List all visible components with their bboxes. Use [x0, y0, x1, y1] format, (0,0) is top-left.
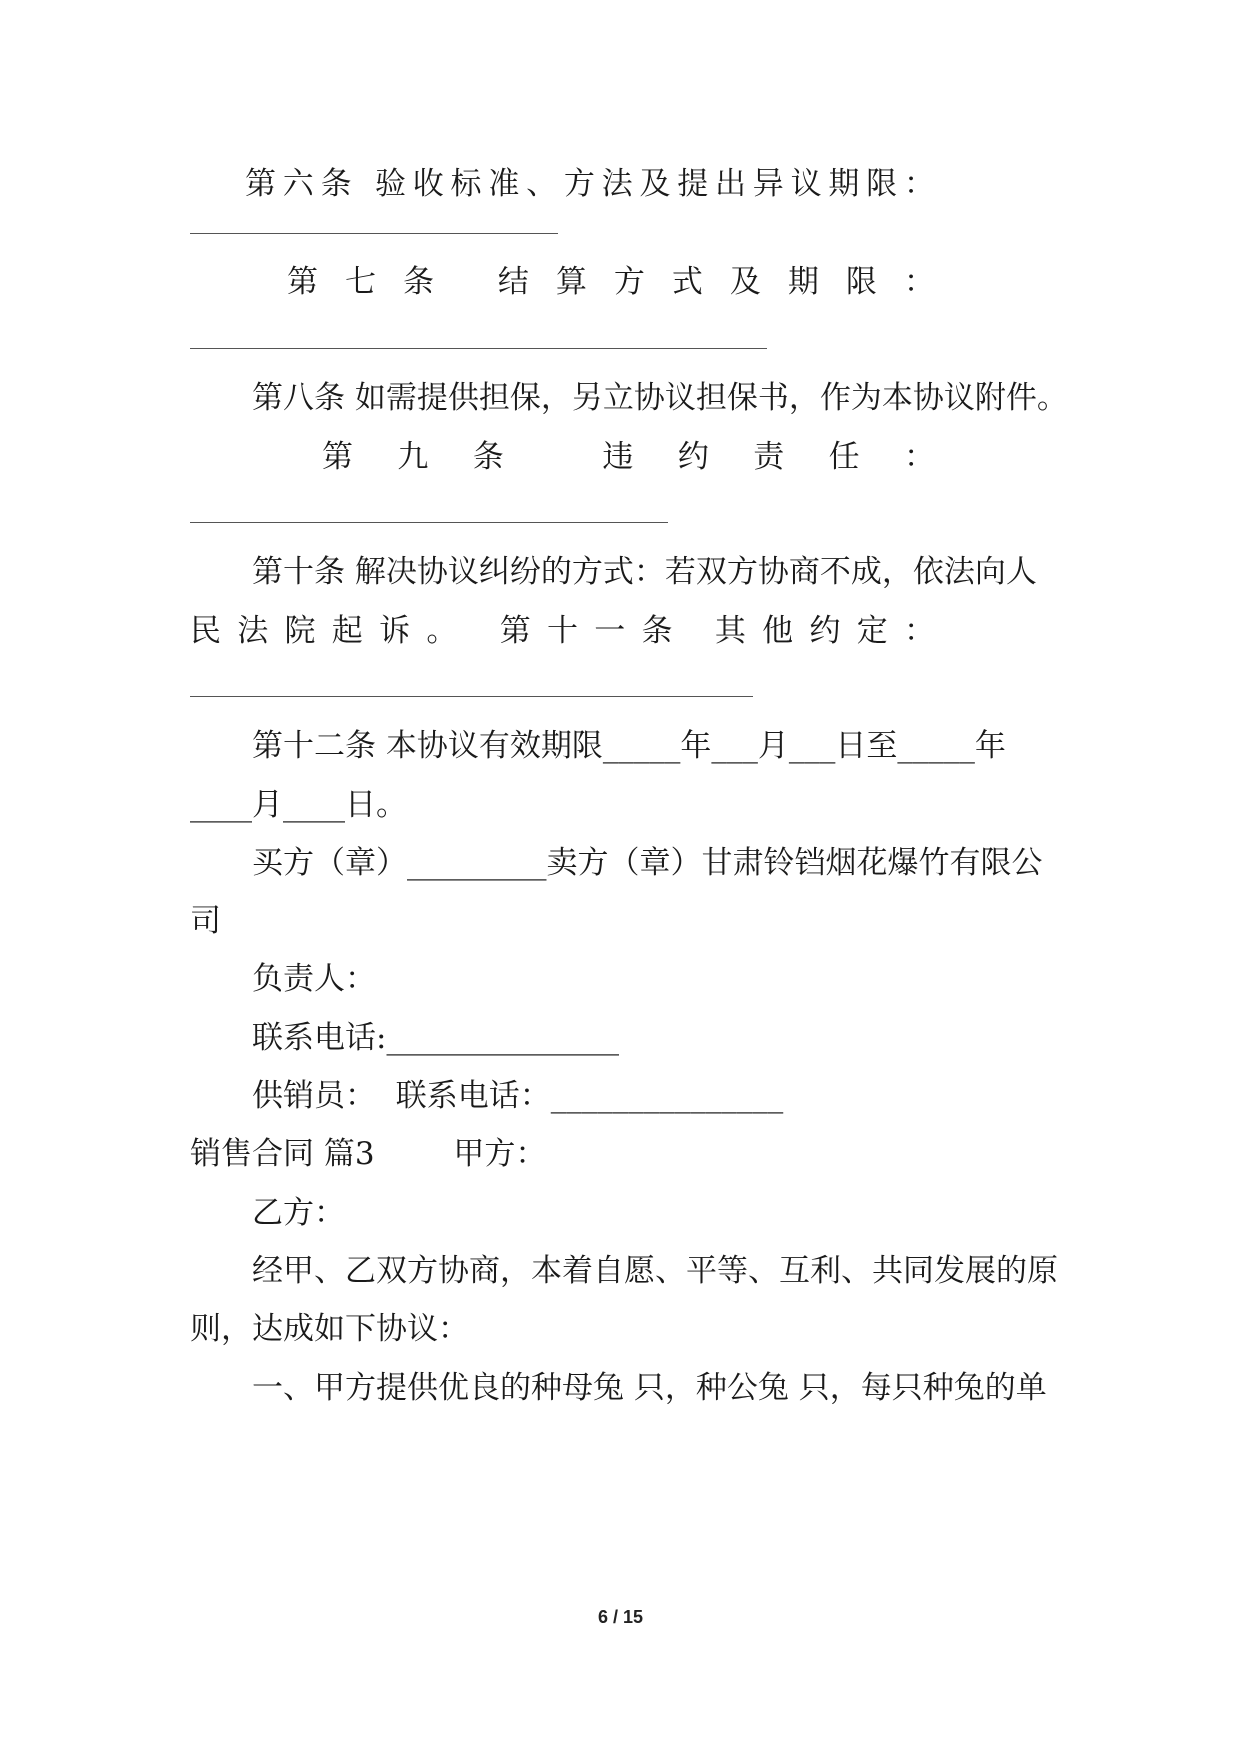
heading-char: 、 — [526, 166, 558, 202]
heading-char: 及 — [729, 264, 761, 300]
heading-char: 诉 — [379, 613, 411, 649]
heading-char: ： — [903, 166, 935, 202]
article6-heading — [245, 164, 935, 204]
heading-char: ： — [903, 439, 935, 475]
heading-char: 第 — [322, 439, 353, 475]
heading-char: 七 — [345, 264, 376, 300]
heading-char: ： — [903, 264, 935, 300]
party-b: 乙方： — [252, 1195, 345, 1231]
gap — [461, 262, 471, 302]
heading-char: 其 — [714, 613, 746, 649]
heading-char: ： — [903, 613, 935, 649]
heading-char: 条 — [472, 439, 504, 475]
heading-char: 条 — [641, 613, 673, 649]
heading-char: 约 — [677, 439, 709, 475]
heading-char: 第 — [499, 613, 531, 649]
heading-char: 式 — [671, 264, 703, 300]
gap — [474, 611, 484, 651]
article12-text-line1: 第十二条 本协议有效期限_____年___月___日至_____年 — [252, 728, 1006, 764]
heading-char: 十 — [546, 613, 578, 649]
heading-char: 约 — [809, 613, 841, 649]
fill-line-article7 — [190, 348, 767, 349]
heading-char: 算 — [555, 264, 587, 300]
preamble-line1: 经甲、乙双方协商，本着自愿、平等、互利、共同发展的原 — [252, 1253, 1058, 1289]
heading-char: 及 — [639, 166, 671, 202]
heading-char: 任 — [828, 439, 860, 475]
heading-char: 期 — [787, 264, 819, 300]
heading-char: 第 — [245, 166, 276, 202]
buyer-seller-line2: 司 — [190, 903, 221, 939]
fill-line-article6 — [190, 233, 558, 234]
heading-char: 第 — [287, 264, 318, 300]
gap — [358, 164, 368, 204]
heading-char: 起 — [331, 613, 363, 649]
heading-char: 验 — [374, 166, 406, 202]
heading-char: 收 — [412, 166, 444, 202]
heading-char: 条 — [403, 264, 434, 300]
heading-char: 条 — [320, 166, 352, 202]
heading-char: 。 — [426, 613, 458, 649]
article8-text: 第八条 如需提供担保，另立协议担保书，作为本协议附件。 — [252, 380, 1068, 416]
fill-line-article11 — [190, 696, 753, 697]
section-title: 销售合同 篇3 甲方： — [190, 1136, 547, 1172]
heading-char: 一 — [594, 613, 626, 649]
fill-line-article9 — [190, 522, 668, 523]
heading-char: 九 — [397, 439, 429, 475]
heading-char: 方 — [613, 264, 645, 300]
article12-text-line2: ____月____日。 — [190, 787, 407, 823]
responsible-person: 负责人： — [252, 961, 376, 997]
article10-11-line2 — [190, 611, 935, 651]
heading-char: 法 — [601, 166, 633, 202]
supplier-contact: 供销员： 联系电话：_______________ — [252, 1078, 784, 1114]
gap — [689, 611, 699, 651]
article10-text-line1: 第十条 解决协议纠纷的方式：若双方协商不成，依法向人 — [252, 554, 1037, 590]
heading-char: 他 — [762, 613, 794, 649]
heading-char: 限 — [866, 166, 898, 202]
heading-char: 方 — [563, 166, 595, 202]
heading-char: 违 — [602, 439, 634, 475]
heading-char: 责 — [753, 439, 785, 475]
gap — [548, 437, 558, 477]
heading-char: 提 — [677, 166, 709, 202]
buyer-seller-line1: 买方（章）_________卖方（章）甘肃铃铛烟花爆竹有限公 — [252, 845, 1043, 881]
heading-char: 法 — [237, 613, 269, 649]
heading-char: 准 — [488, 166, 520, 202]
article9-heading — [322, 437, 935, 477]
page-number: 6 / 15 — [597, 1607, 644, 1627]
heading-char: 定 — [856, 613, 888, 649]
heading-char: 期 — [828, 166, 860, 202]
article7-heading — [287, 262, 935, 302]
heading-char: 结 — [497, 264, 529, 300]
contact-phone: 联系电话:_______________ — [252, 1020, 619, 1056]
heading-char: 议 — [790, 166, 822, 202]
clause1-line1: 一、甲方提供优良的种母兔 只，种公兔 只，每只种兔的单 — [252, 1370, 1047, 1406]
heading-char: 标 — [450, 166, 482, 202]
heading-char: 限 — [845, 264, 877, 300]
heading-char: 六 — [282, 166, 314, 202]
heading-char: 出 — [715, 166, 747, 202]
preamble-line2: 则，达成如下协议： — [190, 1311, 469, 1347]
heading-char: 异 — [752, 166, 784, 202]
heading-char: 院 — [284, 613, 316, 649]
heading-char: 民 — [190, 613, 221, 649]
